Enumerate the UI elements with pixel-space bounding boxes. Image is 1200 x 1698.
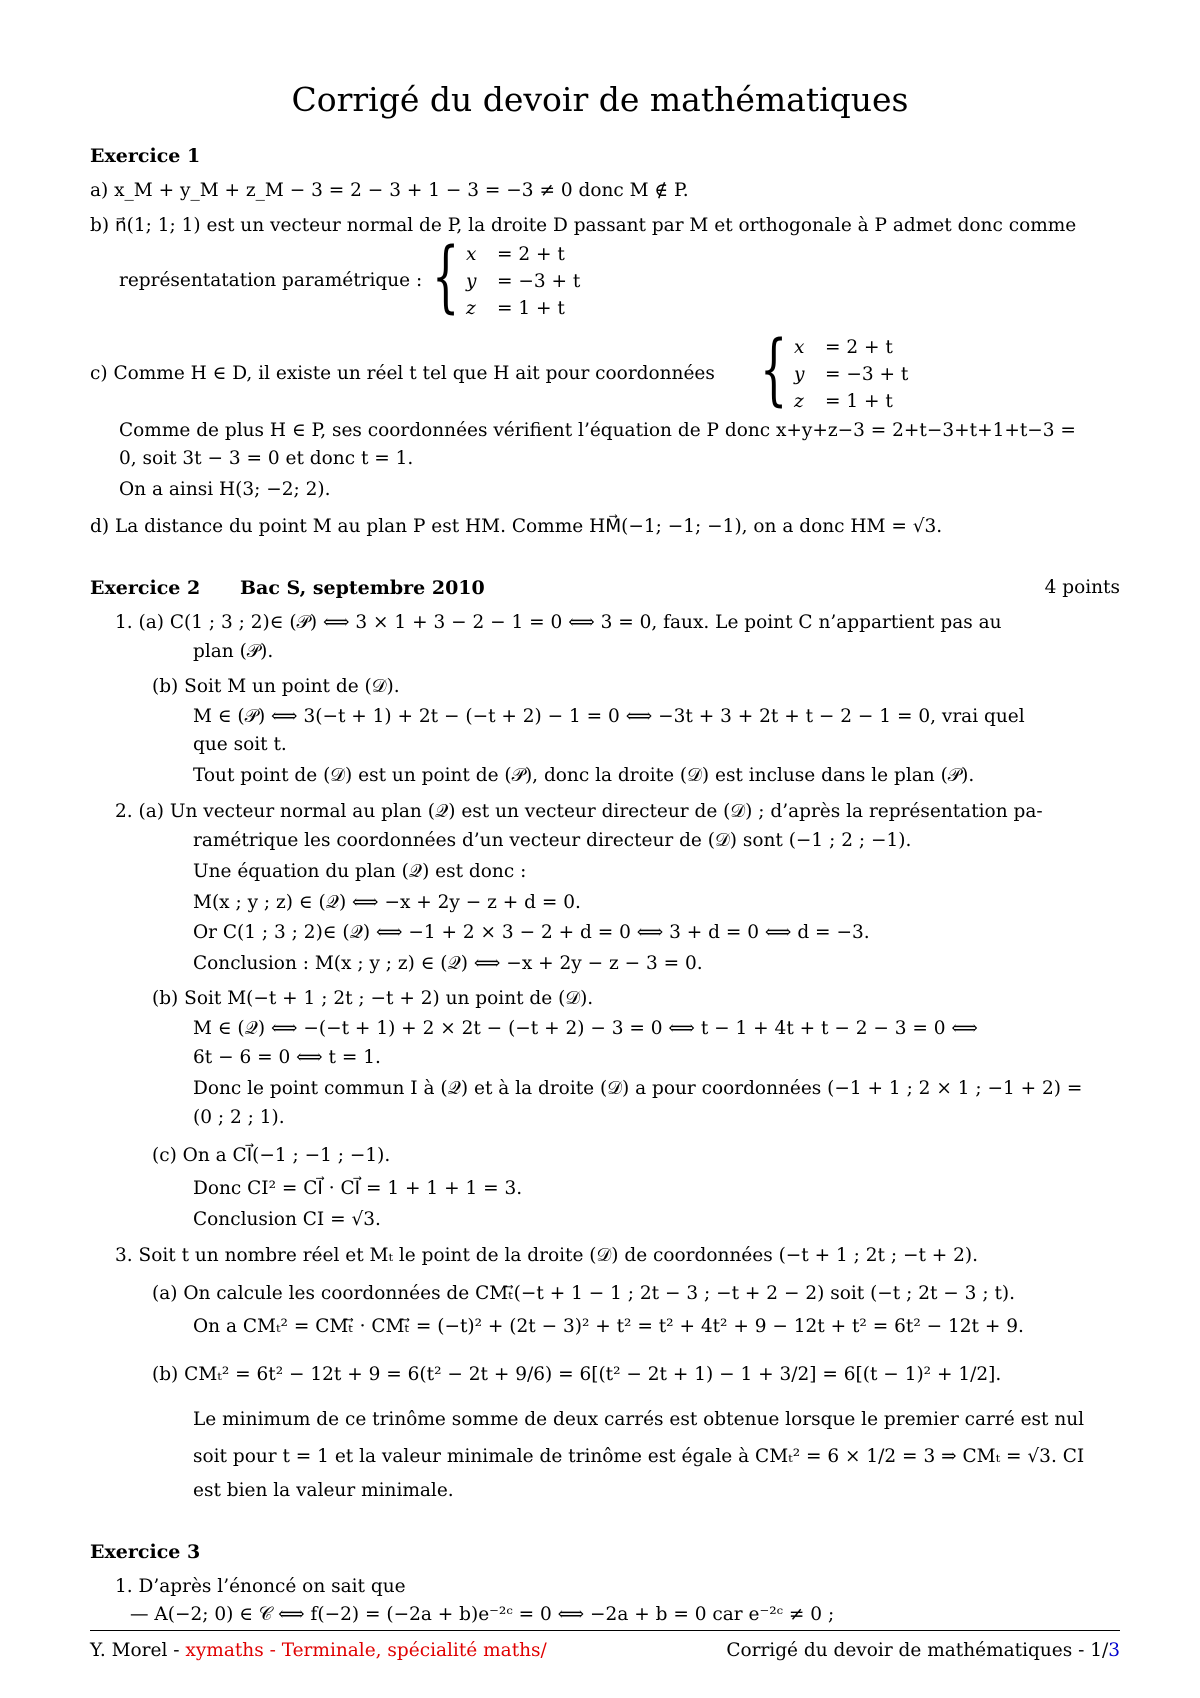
ex2-line: ramétrique les coordonnées d’un vecteur directeur de (𝒟) sont (−1 ; 2 ; −1). (193, 830, 912, 851)
ex2-line: M(x ; y ; z) ∈ (𝒬) ⟺ −x + 2y − z + d = 0. (193, 892, 581, 913)
ex2-line: M ∈ (𝒫) ⟺ 3(−t + 1) + 2t − (−t + 2) − 1 = 0 ⟺ −3t + 3 + 2t + t − 2 − 1 = 0, vrai quel (193, 706, 1025, 727)
footer-doc-title: Corrigé du devoir de mathématiques - 1/ (726, 1640, 1109, 1661)
system-2-values: = 2 + t = −3 + t = 1 + t (825, 337, 909, 412)
ex3-line2: — A(−2; 0) ∈ 𝒞 ⟺ f(−2) = (−2a + b)e⁻²ᶜ = 0 ⟺ −2a + b = 0 car e⁻²ᶜ ≠ 0 ; (130, 1604, 835, 1625)
footer-right (726, 1640, 1120, 1661)
exercise-2-source: Bac S, septembre 2010 (240, 577, 485, 599)
ex2-line: 3. Soit t un nombre réel et Mₜ le point de la droite (𝒟) de coordonnées (−t + 1 ; 2t ; −t + 2). (115, 1245, 979, 1266)
ex2-line: Conclusion : M(x ; y ; z) ∈ (𝒬) ⟺ −x + 2y − z − 3 = 0. (193, 953, 703, 974)
ex1-c-line3: 0, soit 3t − 3 = 0 et donc t = 1. (119, 448, 414, 469)
ex1-a: a) x_M + y_M + z_M − 3 = 2 − 3 + 1 − 3 = −3 ≠ 0 donc M ∉ P. (90, 180, 689, 201)
system-1-values: = 2 + t = −3 + t = 1 + t (497, 244, 581, 319)
ex2-line: M ∈ (𝒬) ⟺ −(−t + 1) + 2 × 2t − (−t + 2) − 3 = 0 ⟺ t − 1 + 4t + t − 2 − 3 = 0 ⟺ (193, 1018, 978, 1039)
footer-rule (90, 1630, 1120, 1631)
system-1-vars: x y z (466, 244, 477, 319)
ex2-line: 2. (a) Un vecteur normal au plan (𝒬) est un vecteur directeur de (𝒟) ; d’après la représentation pa- (115, 801, 1043, 822)
ex2-line: 6t − 6 = 0 ⟺ t = 1. (193, 1047, 381, 1068)
ex2-line: soit pour t = 1 et la valeur minimale de trinôme est égale à CMₜ² = 6 × 1/2 = 3 ⇒ CMₜ = √3. CI (193, 1446, 1085, 1467)
ex2-line: est bien la valeur minimale. (193, 1480, 454, 1501)
exercise-2-points: 4 points (1044, 577, 1120, 598)
ex2-line: (a) On calcule les coordonnées de CMₜ⃗(−t + 1 − 1 ; 2t − 3 ; −t + 2 − 2) soit (−t ; 2t − 3 ; t). (152, 1283, 1015, 1304)
system-brace-1: { (432, 232, 460, 322)
ex1-c-line4: On a ainsi H(3; −2; 2). (119, 479, 331, 500)
exercise-2-heading: Exercice 2 (90, 577, 201, 599)
footer-left (90, 1640, 547, 1661)
ex2-line: Or C(1 ; 3 ; 2)∈ (𝒬) ⟺ −1 + 2 × 3 − 2 + d = 0 ⟺ 3 + d = 0 ⟺ d = −3. (193, 922, 870, 943)
ex2-line: (0 ; 2 ; 1). (193, 1107, 285, 1128)
ex2-line: Une équation du plan (𝒬) est donc : (193, 861, 527, 882)
footer-site-link[interactable]: xymaths - Terminale, spécialité maths/ (185, 1640, 547, 1661)
exercise-3-heading: Exercice 3 (90, 1541, 201, 1563)
ex2-line: Donc le point commun I à (𝒬) et à la droite (𝒟) a pour coordonnées (−1 + 1 ; 2 × 1 ; −1 + 2) = (193, 1078, 1083, 1099)
ex2-line: (b) Soit M(−t + 1 ; 2t ; −t + 2) un point de (𝒟). (152, 988, 594, 1009)
ex2-line: (b) Soit M un point de (𝒟). (152, 676, 400, 697)
footer-page-count-link[interactable]: 3 (1108, 1640, 1120, 1661)
ex2-line: que soit t. (193, 734, 287, 755)
ex1-c-line2: Comme de plus H ∈ P, ses coordonnées vérifient l’équation de P donc x+y+z−3 = 2+t−3+t+1+t−3 = (119, 420, 1076, 441)
ex2-line: 1. (a) C(1 ; 3 ; 2)∈ (𝒫) ⟺ 3 × 1 + 3 − 2 − 1 = 0 ⟺ 3 = 0, faux. Le point C n’appartient pas au (115, 612, 1002, 633)
system-2-vars: x y z (794, 337, 805, 412)
exercise-1-heading: Exercice 1 (90, 145, 201, 167)
system-brace-2: { (760, 325, 788, 415)
ex2-line: plan (𝒫). (193, 641, 274, 662)
ex1-c-line1: c) Comme H ∈ D, il existe un réel t tel que H ait pour coordonnées (90, 363, 715, 384)
ex1-d: d) La distance du point M au plan P est HM. Comme HM⃗(−1; −1; −1), on a donc HM = √3. (90, 516, 943, 537)
page-title: Corrigé du devoir de mathématiques (291, 80, 909, 119)
ex1-b-line2: représentatation paramétrique : (119, 270, 423, 291)
ex2-line: (c) On a CI⃗(−1 ; −1 ; −1). (152, 1145, 391, 1166)
ex1-b-line1: b) n⃗(1; 1; 1) est un vecteur normal de P, la droite D passant par M et orthogonale à P admet donc comme (90, 215, 1077, 236)
ex2-line: Tout point de (𝒟) est un point de (𝒫), donc la droite (𝒟) est incluse dans le plan (𝒫). (193, 765, 975, 786)
ex2-line: Le minimum de ce trinôme somme de deux carrés est obtenue lorsque le premier carré est nul (193, 1409, 1085, 1430)
footer-author: Y. Morel - (90, 1640, 186, 1661)
ex2-line: On a CMₜ² = CMₜ⃗ · CMₜ⃗ = (−t)² + (2t − 3)² + t² = t² + 4t² + 9 − 12t + t² = 6t² − 12t + 9. (193, 1316, 1024, 1337)
ex2-line: Conclusion CI = √3. (193, 1209, 381, 1230)
ex3-line1: 1. D’après l’énoncé on sait que (115, 1576, 406, 1597)
ex2-line: (b) CMₜ² = 6t² − 12t + 9 = 6(t² − 2t + 9/6) = 6[(t² − 2t + 1) − 1 + 3/2] = 6[(t − 1)² + 1/2]. (152, 1364, 1002, 1385)
ex2-line: Donc CI² = CI⃗ · CI⃗ = 1 + 1 + 1 = 3. (193, 1178, 523, 1199)
